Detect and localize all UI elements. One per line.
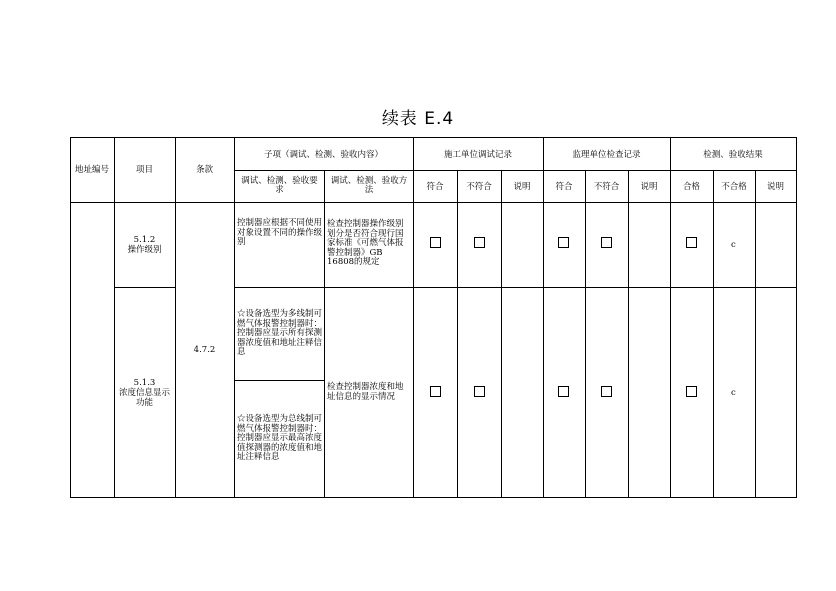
header-result-remark: 说明 (766, 182, 784, 192)
header-supervision-remark: 说明 (640, 182, 658, 192)
row1-result-mark: c (731, 240, 736, 250)
header-address-no: 地址编号 (74, 165, 109, 175)
row2-method: 检查控制器浓度和地址信息的显示情况 (327, 382, 404, 402)
row2-construction-not-comply-checkbox[interactable] (474, 386, 485, 397)
row1-supervision-not-comply-checkbox[interactable] (601, 237, 612, 248)
row2-supervision-comply-checkbox[interactable] (558, 386, 569, 397)
header-remark: 说明 (513, 182, 531, 192)
header-not-comply: 不符合 (466, 182, 492, 192)
header-subitem-group: 子项（调试、检测、验收内容） (263, 150, 383, 160)
row1-method: 检查控制器操作级别划分是否符合现行国家标准《可燃气体报警控制器》GB 16808的规定 (327, 219, 404, 267)
row2-qualified-checkbox[interactable] (686, 386, 697, 397)
row2-supervision-not-comply-checkbox[interactable] (601, 386, 612, 397)
row1-requirement: 控制器应根据不同使用对象设置不同的操作级别 (237, 218, 323, 247)
page-title: 续表 E.4 (381, 109, 455, 129)
header-requirement: 调试、检测、验收要求 (241, 176, 318, 195)
row2-construction-comply-checkbox[interactable] (430, 386, 441, 397)
row1-supervision-comply-checkbox[interactable] (558, 237, 569, 248)
row2-result-mark: c (731, 388, 736, 398)
header-construction-group: 施工单位调试记录 (443, 150, 512, 160)
header-supervision-comply: 符合 (555, 182, 573, 192)
row1-construction-not-comply-checkbox[interactable] (474, 237, 485, 248)
header-qualified: 合格 (682, 182, 700, 192)
row1-qualified-checkbox[interactable] (686, 237, 697, 248)
row2-requirement-bus: ☆设备选型为总线制可燃气体报警控制器时：控制器应显示最高浓度值探测器的浓度值和地址注释信息 (237, 414, 323, 462)
row2-item: 5.1.3 浓度信息显示功能 (118, 378, 170, 408)
header-supervision-group: 监理单位检查记录 (572, 150, 641, 160)
header-result-group: 检测、验收结果 (703, 150, 763, 160)
header-method: 调试、检测、验收方法 (330, 176, 408, 195)
header-unqualified: 不合格 (721, 182, 747, 192)
row1-item: 5.1.2 操作级别 (127, 235, 162, 255)
header-clause: 条款 (195, 165, 213, 175)
header-item: 项目 (135, 165, 153, 175)
row2-requirement-multiline: ☆设备选型为多线制可燃气体报警控制器时：控制器应显示所有探测器浓度值和地址注释信息 (237, 309, 323, 357)
row1-construction-comply-checkbox[interactable] (430, 237, 441, 248)
clause-cell: 4.7.2 (193, 345, 216, 355)
header-supervision-not-comply: 不符合 (593, 182, 620, 192)
header-comply: 符合 (426, 182, 444, 192)
